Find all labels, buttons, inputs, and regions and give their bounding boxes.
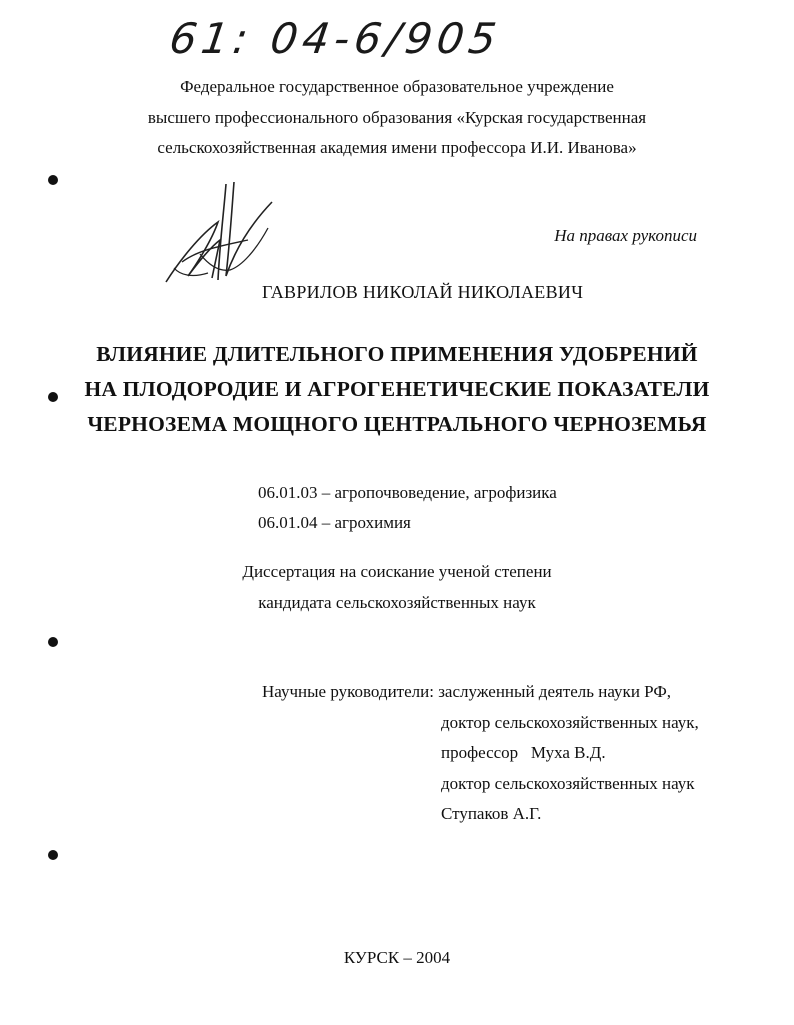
supervisor-line: доктор сельскохозяйственных наук, [441,712,699,732]
supervisor-line: профессор Муха В.Д. [441,743,606,762]
title-line: НА ПЛОДОРОДИЕ И АГРОГЕНЕТИЧЕСКИЕ ПОКАЗАТЕЛИ [84,377,710,401]
archive-number: 61: 04-6/905 [166,14,505,63]
degree-line: кандидата сельскохозяйственных наук [258,593,536,612]
supervisors-block [262,677,699,830]
punch-hole [48,175,58,185]
degree-statement [0,556,794,618]
degree-line: Диссертация на соискание ученой степени [242,562,552,581]
supervisor-line: Ступаков А.Г. [441,804,542,823]
author-name: ГАВРИЛОВ НИКОЛАЙ НИКОЛАЕВИЧ [262,282,584,302]
supervisors-label: Научные руководители: [262,682,434,701]
supervisor-line: доктор сельскохозяйственных наук [441,773,695,793]
specialty-line: 06.01.04 – агрохимия [258,513,411,532]
institution-line: высшего профессионального образования «Курская государственная [147,107,647,127]
punch-hole [48,637,58,647]
specialty-line: 06.01.03 – агропочвоведение, агрофизика [258,483,557,502]
signature-scribble [160,180,285,290]
title-line: ВЛИЯНИЕ ДЛИТЕЛЬНОГО ПРИМЕНЕНИЯ УДОБРЕНИЙ [96,342,698,366]
punch-hole [48,850,58,860]
specialty-codes [258,478,557,538]
rights-note: На правах рукописи [554,226,697,245]
punch-hole [48,392,58,402]
title-line: ЧЕРНОЗЕМА МОЩНОГО ЦЕНТРАЛЬНОГО ЧЕРНОЗЕМЬЯ [87,412,707,436]
institution-header [0,72,794,164]
supervisor-line: заслуженный деятель науки РФ, [438,682,672,701]
institution-line: Федеральное государственное образовательное учреждение [180,77,614,96]
supervisors-first-line [262,677,699,708]
institution-line: сельскохозяйственная академия имени профессора И.И. Иванова» [157,138,637,157]
dissertation-title [0,337,794,442]
city-year: КУРСК – 2004 [343,948,451,967]
